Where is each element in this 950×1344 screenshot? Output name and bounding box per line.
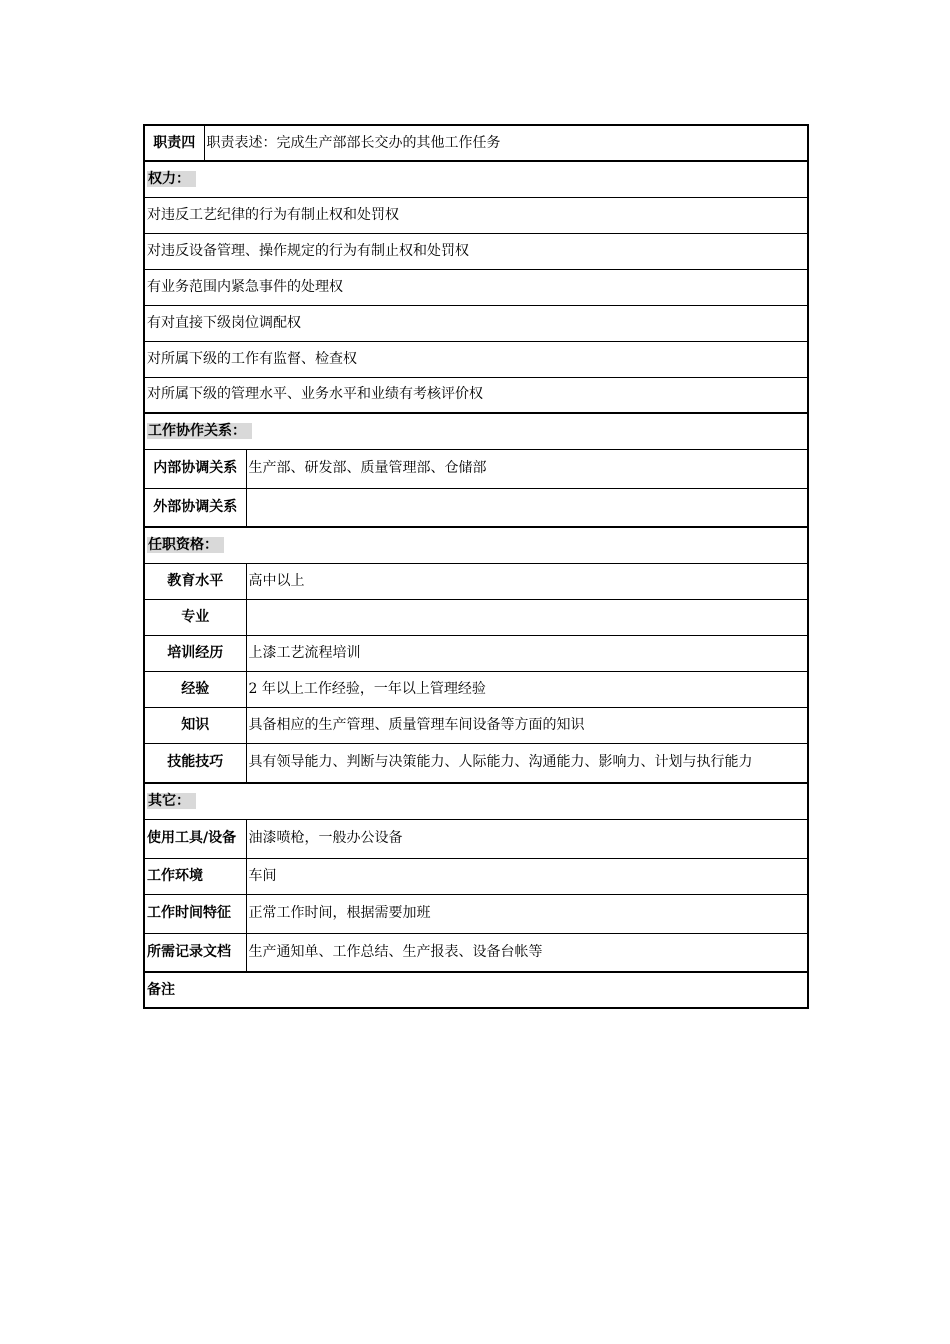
authority-item-text: 有对直接下级岗位调配权 xyxy=(144,305,808,341)
qualification-row xyxy=(144,743,808,783)
authority-item-text: 对所属下级的工作有监督、检查权 xyxy=(144,341,808,377)
remarks-label: 备注 xyxy=(144,972,808,1008)
authority-item xyxy=(144,197,808,233)
other-label: 使用工具/设备 xyxy=(144,819,246,858)
qualification-label: 教育水平 xyxy=(144,563,246,599)
duty4-text: 职责表述：完成生产部部长交办的其他工作任务 xyxy=(204,125,808,161)
authority-item xyxy=(144,341,808,377)
job-description-table xyxy=(143,124,809,1009)
qualification-row xyxy=(144,707,808,743)
other-value: 生产通知单、工作总结、生产报表、设备台帐等 xyxy=(246,933,808,972)
qualification-label: 专业 xyxy=(144,599,246,635)
other-row xyxy=(144,858,808,894)
qualification-label: 知识 xyxy=(144,707,246,743)
qualification-label: 培训经历 xyxy=(144,635,246,671)
duty4-label: 职责四 xyxy=(144,125,204,161)
qualification-value xyxy=(246,599,808,635)
authority-item xyxy=(144,377,808,413)
other-label: 所需记录文档 xyxy=(144,933,246,972)
authority-item xyxy=(144,233,808,269)
qualification-value: 高中以上 xyxy=(246,563,808,599)
qualification-row xyxy=(144,671,808,707)
internal-coordination-label: 内部协调关系 xyxy=(144,449,246,488)
qualification-value: 上漆工艺流程培训 xyxy=(246,635,808,671)
qualification-title: 任职资格： xyxy=(147,537,224,553)
other-value: 油漆喷枪，一般办公设备 xyxy=(246,819,808,858)
internal-coordination-row xyxy=(144,449,808,488)
other-label: 工作环境 xyxy=(144,858,246,894)
job-description-document xyxy=(143,124,807,1009)
external-coordination-value xyxy=(246,488,808,527)
cooperation-title-row xyxy=(144,413,808,449)
internal-coordination-value: 生产部、研发部、质量管理部、仓储部 xyxy=(246,449,808,488)
authority-title-row xyxy=(144,161,808,197)
authority-item-text: 对违反工艺纪律的行为有制止权和处罚权 xyxy=(144,197,808,233)
authority-item xyxy=(144,305,808,341)
other-title-row xyxy=(144,783,808,819)
other-label: 工作时间特征 xyxy=(144,894,246,933)
other-value: 正常工作时间，根据需要加班 xyxy=(246,894,808,933)
authority-item-text: 有业务范围内紧急事件的处理权 xyxy=(144,269,808,305)
external-coordination-row xyxy=(144,488,808,527)
authority-title: 权力： xyxy=(147,171,196,187)
qualification-label: 技能技巧 xyxy=(144,743,246,783)
authority-item-text: 对所属下级的管理水平、业务水平和业绩有考核评价权 xyxy=(144,377,808,413)
authority-item xyxy=(144,269,808,305)
other-value: 车间 xyxy=(246,858,808,894)
qualification-value: 具备相应的生产管理、质量管理车间设备等方面的知识 xyxy=(246,707,808,743)
qualification-row xyxy=(144,635,808,671)
duty4-row xyxy=(144,125,808,161)
qualification-title-row xyxy=(144,527,808,563)
other-row xyxy=(144,894,808,933)
qualification-row xyxy=(144,599,808,635)
qualification-row xyxy=(144,563,808,599)
remarks-row xyxy=(144,972,808,1008)
qualification-label: 经验 xyxy=(144,671,246,707)
other-title: 其它： xyxy=(147,793,196,809)
external-coordination-label: 外部协调关系 xyxy=(144,488,246,527)
other-row xyxy=(144,819,808,858)
qualification-value: 具有领导能力、判断与决策能力、人际能力、沟通能力、影响力、计划与执行能力 xyxy=(246,743,808,783)
authority-item-text: 对违反设备管理、操作规定的行为有制止权和处罚权 xyxy=(144,233,808,269)
qualification-value: 2 年以上工作经验，一年以上管理经验 xyxy=(246,671,808,707)
cooperation-title: 工作协作关系： xyxy=(147,423,252,439)
other-row xyxy=(144,933,808,972)
